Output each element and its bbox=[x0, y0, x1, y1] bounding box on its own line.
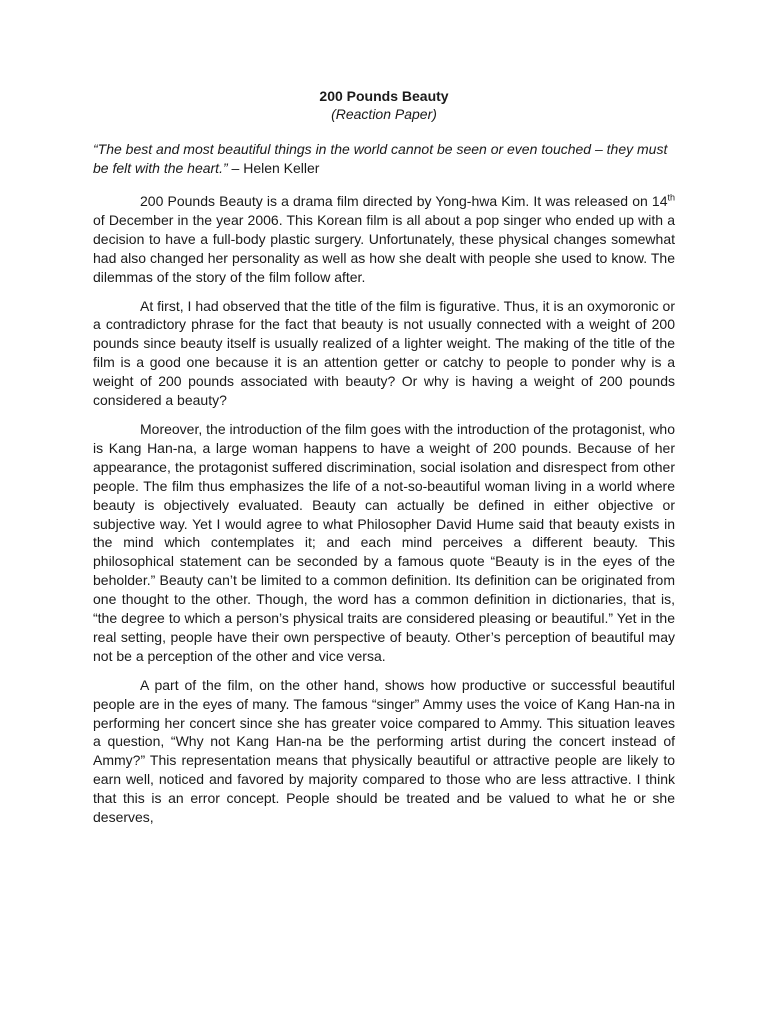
document-subtitle: (Reaction Paper) bbox=[331, 106, 437, 122]
paragraph-3: Moreover, the introduction of the film goes with the introduction of the protagonist, who is Kang Han-na, a large woman happens to have a weight of 200 pounds. Because of her appearance, the protagonist suffered discrimination, social isolation and disrespect from other people. The film thus emphasizes the life of a not-so-beautiful woman living in a world where beauty is objectively evaluated. Beauty can actually be defined in either objective or subjective way. Yet I would agree to what Philosopher David Hume said that beauty exists in the mind which contemplates it; and each mind perceives a different beauty. This philosophical statement can be seconded by a famous quote “Beauty is in the eyes of the beholder.” Beauty can’t be limited to a common definition. Its definition can be originated from one thought to the other. Though, the word has a common definition in dictionaries, that is, “the degree to which a person’s physical traits are considered pleasing or beautiful.” Yet in the real setting, people have their own perspective of beauty. Other’s perception of beautiful may not be a perception of the other and vice versa. bbox=[93, 420, 675, 664]
epigraph bbox=[93, 140, 675, 178]
epigraph-text: “The best and most beautiful things in the world cannot be seen or even touched – they must be felt with the heart.” bbox=[93, 141, 668, 176]
paragraph-1-text-b: of December in the year 2006. This Korean film is all about a pop singer who ended up with a decision to have a full-body plastic surgery. Unfortunately, these physical changes somewhat had also changed her personality as well as how she dealt with people she used to know. The dilemmas of the story of the film follow after. bbox=[93, 211, 675, 285]
document-page bbox=[93, 87, 675, 837]
paragraph-1 bbox=[93, 192, 675, 287]
epigraph-attribution: – Helen Keller bbox=[227, 160, 320, 176]
paragraph-4: A part of the film, on the other hand, shows how productive or successful beautiful people are in the eyes of many. The famous “singer” Ammy uses the voice of Kang Han-na in performing her concert since she has greater voice compared to Ammy. This situation leaves a question, “Why not Kang Han-na be the performing artist during the concert instead of Ammy?” This representation means that physically beautiful or attractive people are likely to earn well, noticed and favored by majority compared to those who are less attractive. I think that this is an error concept. People should be treated and be valued to what he or she deserves, bbox=[93, 676, 675, 826]
document-title: 200 Pounds Beauty bbox=[319, 88, 449, 104]
paragraph-2: At first, I had observed that the title of the film is figurative. Thus, it is an oxymoronic or a contradictory phrase for the fact that beauty is not usually connected with a weight of 200 pounds since beauty itself is usually realized of a lighter weight. The making of the title of the film is a good one because it is an attention getter or catchy to people to ponder why is a weight of 200 pounds associated with beauty? Or why is having a weight of 200 pounds considered a beauty? bbox=[93, 297, 675, 409]
paragraph-1-text-a: 200 Pounds Beauty is a drama film directed by Yong-hwa Kim. It was released on 14 bbox=[140, 193, 668, 209]
ordinal-suffix: th bbox=[667, 192, 675, 203]
